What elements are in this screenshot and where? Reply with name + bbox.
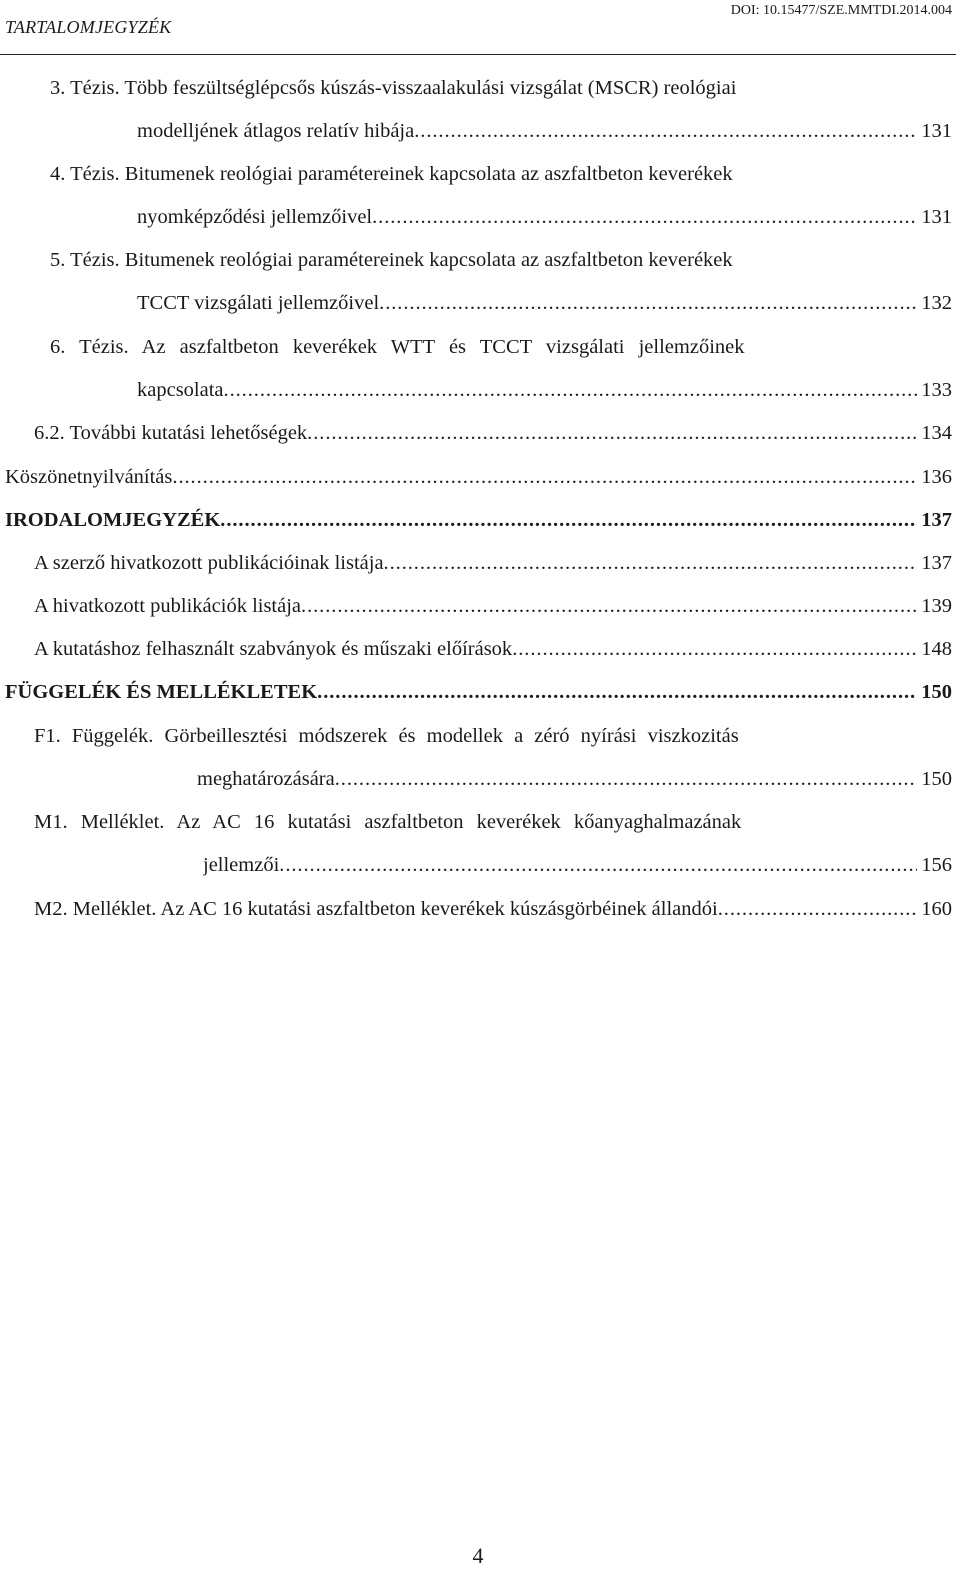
toc-page-number: 148 bbox=[921, 638, 952, 660]
toc-page-number: 137 bbox=[921, 509, 952, 531]
toc-page-number: 150 bbox=[921, 768, 952, 790]
toc-entry-appendices[interactable] bbox=[5, 677, 952, 707]
toc-entry-f1-line2: meghatározására bbox=[197, 768, 335, 790]
toc-entry-label: A hivatkozott publikációk listája bbox=[34, 595, 302, 617]
dot-leader bbox=[379, 288, 917, 318]
toc-page-number: 156 bbox=[921, 854, 952, 876]
toc-entry-thesis-3[interactable] bbox=[137, 116, 952, 146]
toc-entry-author-publications[interactable] bbox=[34, 548, 952, 578]
toc-entry-label: IRODALOMJEGYZÉK bbox=[5, 509, 221, 531]
toc-entry-standards[interactable] bbox=[34, 634, 952, 664]
dot-leader bbox=[279, 850, 917, 880]
dot-leader bbox=[384, 548, 918, 578]
toc-entry-f1[interactable] bbox=[197, 764, 952, 794]
dot-leader bbox=[172, 462, 917, 492]
doi-label: DOI: 10.15477/SZE.MMTDI.2014.004 bbox=[730, 3, 952, 18]
toc-entry-label: M2. Melléklet. Az AC 16 kutatási aszfaltbeton keverékek kúszásgörbéinek állandói bbox=[34, 898, 718, 920]
toc-page-number: 133 bbox=[921, 379, 952, 401]
toc-entry-thesis-4-line2: nyomképződési jellemzőivel bbox=[137, 206, 373, 228]
toc-entry-thesis-4-line1: 4. Tézis. Bitumenek reológiai paramétereinek kapcsolata az aszfaltbeton keverékek bbox=[50, 163, 733, 185]
dot-leader bbox=[512, 634, 917, 664]
toc-entry-thesis-5[interactable] bbox=[137, 288, 952, 318]
toc-entry-thesis-3-line2: modelljének átlagos relatív hibája bbox=[137, 120, 415, 142]
toc-entry-f1-line1: F1. Függelék. Görbeillesztési módszerek és modellek a zéró nyírási viszkozitás bbox=[34, 725, 739, 747]
toc-page-number: 160 bbox=[921, 898, 952, 920]
toc-page-number: 131 bbox=[921, 120, 952, 142]
dot-leader bbox=[414, 116, 917, 146]
toc-page-number: 134 bbox=[921, 422, 952, 444]
dot-leader bbox=[372, 202, 917, 232]
toc-entry-thesis-3-line1: 3. Tézis. Több feszültséglépcsős kúszás-visszaalakulási vizsgálat (MSCR) reológiai bbox=[50, 77, 737, 99]
toc-entry-m1[interactable] bbox=[203, 850, 952, 880]
dot-leader bbox=[307, 418, 917, 448]
toc-entry-acknowledgements[interactable] bbox=[5, 462, 952, 492]
running-header-title: TARTALOMJEGYZÉK bbox=[5, 17, 172, 37]
toc-page-number: 150 bbox=[921, 681, 952, 703]
toc-entry-thesis-4[interactable] bbox=[137, 202, 952, 232]
toc-entry-m1-line1: M1. Melléklet. Az AC 16 kutatási aszfaltbeton keverékek kőanyaghalmazának bbox=[34, 811, 742, 833]
toc-page-number: 139 bbox=[921, 595, 952, 617]
toc-entry-label: A kutatáshoz felhasznált szabványok és műszaki előírások bbox=[34, 638, 513, 660]
dot-leader bbox=[335, 764, 918, 794]
toc-page-number: 137 bbox=[921, 552, 952, 574]
toc-entry-cited-publications[interactable] bbox=[34, 591, 952, 621]
toc-entry-thesis-5-line2: TCCT vizsgálati jellemzőivel bbox=[137, 292, 380, 314]
toc-entry-m2[interactable] bbox=[34, 894, 952, 924]
toc-entry-label: 6.2. További kutatási lehetőségek bbox=[34, 422, 308, 444]
toc-entry-label: FÜGGELÉK ÉS MELLÉKLETEK bbox=[5, 681, 318, 703]
toc-entry-thesis-5-line1: 5. Tézis. Bitumenek reológiai paramétereinek kapcsolata az aszfaltbeton keverékek bbox=[50, 249, 733, 271]
dot-leader bbox=[220, 505, 917, 535]
toc-page-number: 132 bbox=[921, 292, 952, 314]
toc-entry-label: A szerző hivatkozott publikációinak listája bbox=[34, 552, 384, 574]
toc-entry-thesis-6-line2: kapcsolata bbox=[137, 379, 224, 401]
dot-leader bbox=[317, 677, 917, 707]
dot-leader bbox=[224, 375, 918, 405]
toc-entry-further-research[interactable] bbox=[34, 418, 952, 448]
header-divider bbox=[0, 54, 956, 55]
toc-entry-thesis-6[interactable] bbox=[137, 375, 952, 405]
dot-leader bbox=[301, 591, 917, 621]
toc-entry-references[interactable] bbox=[5, 505, 952, 535]
dot-leader bbox=[718, 894, 918, 924]
toc-entry-thesis-6-line1: 6. Tézis. Az aszfaltbeton keverékek WTT és TCCT vizsgálati jellemzőinek bbox=[50, 336, 745, 358]
toc-entry-label: Köszönetnyilvánítás bbox=[5, 466, 173, 488]
toc-page-number: 131 bbox=[921, 206, 952, 228]
toc-page-number: 136 bbox=[921, 466, 952, 488]
toc-entry-m1-line2: jellemzői bbox=[203, 854, 280, 876]
page-number: 4 bbox=[472, 1543, 484, 1568]
